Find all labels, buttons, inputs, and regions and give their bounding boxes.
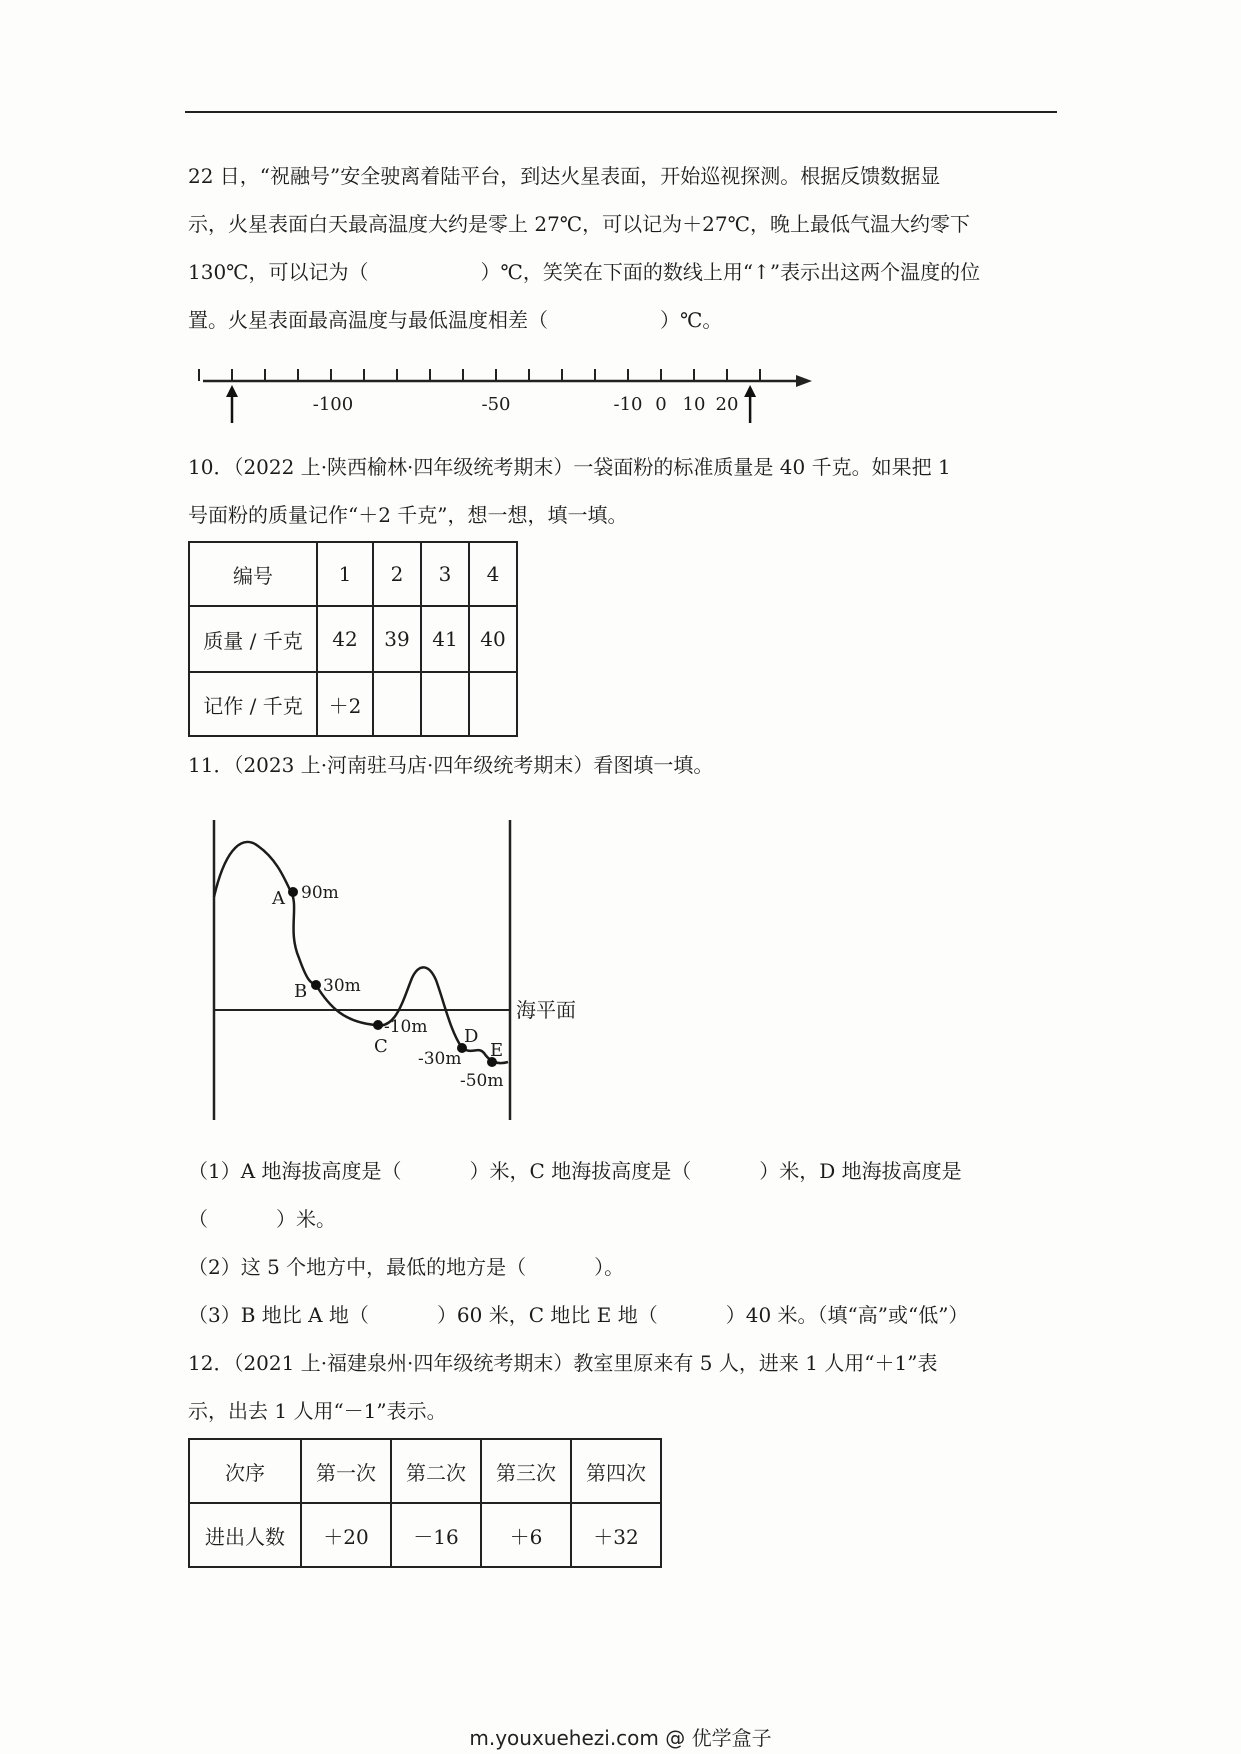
point-a-marker <box>288 887 298 897</box>
table-cell: 质量 / 千克 <box>189 606 317 672</box>
q11-questions <box>188 1147 1058 1339</box>
q10-line-1: 10．（2022 上·陕西榆林·四年级统考期末）一袋面粉的标准质量是 40 千克。如果把 1 <box>188 455 951 479</box>
table-cell: 1 <box>317 542 373 606</box>
tick-label: 0 <box>655 394 667 415</box>
table-cell: 记作 / 千克 <box>189 672 317 736</box>
table-cell: 42 <box>317 606 373 672</box>
q11-sub-3: （3）B 地比 A 地（ ）60 米，C 地比 E 地（ ）40 米。（填“高”或“低”） <box>188 1303 969 1327</box>
table-cell: 41 <box>421 606 469 672</box>
table-cell: 次序 <box>189 1439 301 1503</box>
point-letter: E <box>490 1040 504 1061</box>
point-b-marker <box>311 980 321 990</box>
q11-sub-1-cont: （ ）米。 <box>188 1207 336 1231</box>
q11-sub-2: （2）这 5 个地方中，最低的地方是（ ）。 <box>188 1255 625 1279</box>
q10-line-2: 号面粉的质量记作“＋2 千克”，想一想，填一填。 <box>188 503 628 527</box>
table-row <box>189 1439 661 1503</box>
table-cell: ＋32 <box>571 1503 661 1567</box>
table-cell: 4 <box>469 542 517 606</box>
q11-sub-1: （1）A 地海拔高度是（ ）米，C 地海拔高度是（ ）米，D 地海拔高度是 <box>188 1159 962 1183</box>
point-height: 30m <box>323 976 361 996</box>
point-height: -10m <box>384 1017 428 1037</box>
table-cell: －16 <box>391 1503 481 1567</box>
q11-line-1: 11．（2023 上·河南驻马店·四年级统考期末）看图填一填。 <box>188 753 714 777</box>
table-cell: ＋20 <box>301 1503 391 1567</box>
point-letter: D <box>464 1026 479 1047</box>
tick-label: -100 <box>312 394 354 415</box>
q9-line-3: 130℃，可以记为（ ）℃，笑笑在下面的数线上用“↑”表示出这两个温度的位 <box>188 260 981 284</box>
table-cell: 40 <box>469 606 517 672</box>
table-cell: 进出人数 <box>189 1503 301 1567</box>
q12-line-2: 示，出去 1 人用“－1”表示。 <box>188 1399 447 1423</box>
tick-label: 20 <box>715 394 739 415</box>
q12-text <box>188 1339 1058 1435</box>
q12-line-1: 12．（2021 上·福建泉州·四年级统考期末）教室里原来有 5 人，进来 1 人用“＋1”表 <box>188 1351 938 1375</box>
table-row <box>189 1503 661 1567</box>
table-cell: 编号 <box>189 542 317 606</box>
q9-line-1: 22 日，“祝融号”安全驶离着陆平台，到达火星表面，开始巡视探测。根据反馈数据显 <box>188 164 941 188</box>
table-cell: 2 <box>373 542 421 606</box>
point-letter: A <box>272 888 285 909</box>
sea-level-label: 海平面 <box>516 998 576 1022</box>
q9-line-4: 置。火星表面最高温度与最低温度相差（ ）℃。 <box>188 308 723 332</box>
table-cell: 第三次 <box>481 1439 571 1503</box>
tick-label: -10 <box>613 394 643 415</box>
point-height: -50m <box>460 1071 504 1091</box>
table-cell: 第四次 <box>571 1439 661 1503</box>
tick-label: -50 <box>481 394 511 415</box>
table-cell: 39 <box>373 606 421 672</box>
q9-line-2: 示，火星表面白天最高温度大约是零上 27℃，可以记为＋27℃，晚上最低气温大约零下 <box>188 212 971 236</box>
point-height: 90m <box>301 883 339 903</box>
table-cell: 第一次 <box>301 1439 391 1503</box>
point-letter: B <box>294 981 308 1002</box>
point-letter: C <box>374 1036 388 1057</box>
table-cell: ＋2 <box>317 672 373 736</box>
table-cell: 第二次 <box>391 1439 481 1503</box>
q12-table <box>188 1438 662 1568</box>
table-cell: 3 <box>421 542 469 606</box>
point-c-marker <box>373 1020 383 1030</box>
table-cell: ＋6 <box>481 1503 571 1567</box>
point-height: -30m <box>418 1049 462 1069</box>
tick-label: 10 <box>682 394 706 415</box>
footer-watermark: m.youxuehezi.com @ 优学盒子 <box>469 1726 772 1750</box>
